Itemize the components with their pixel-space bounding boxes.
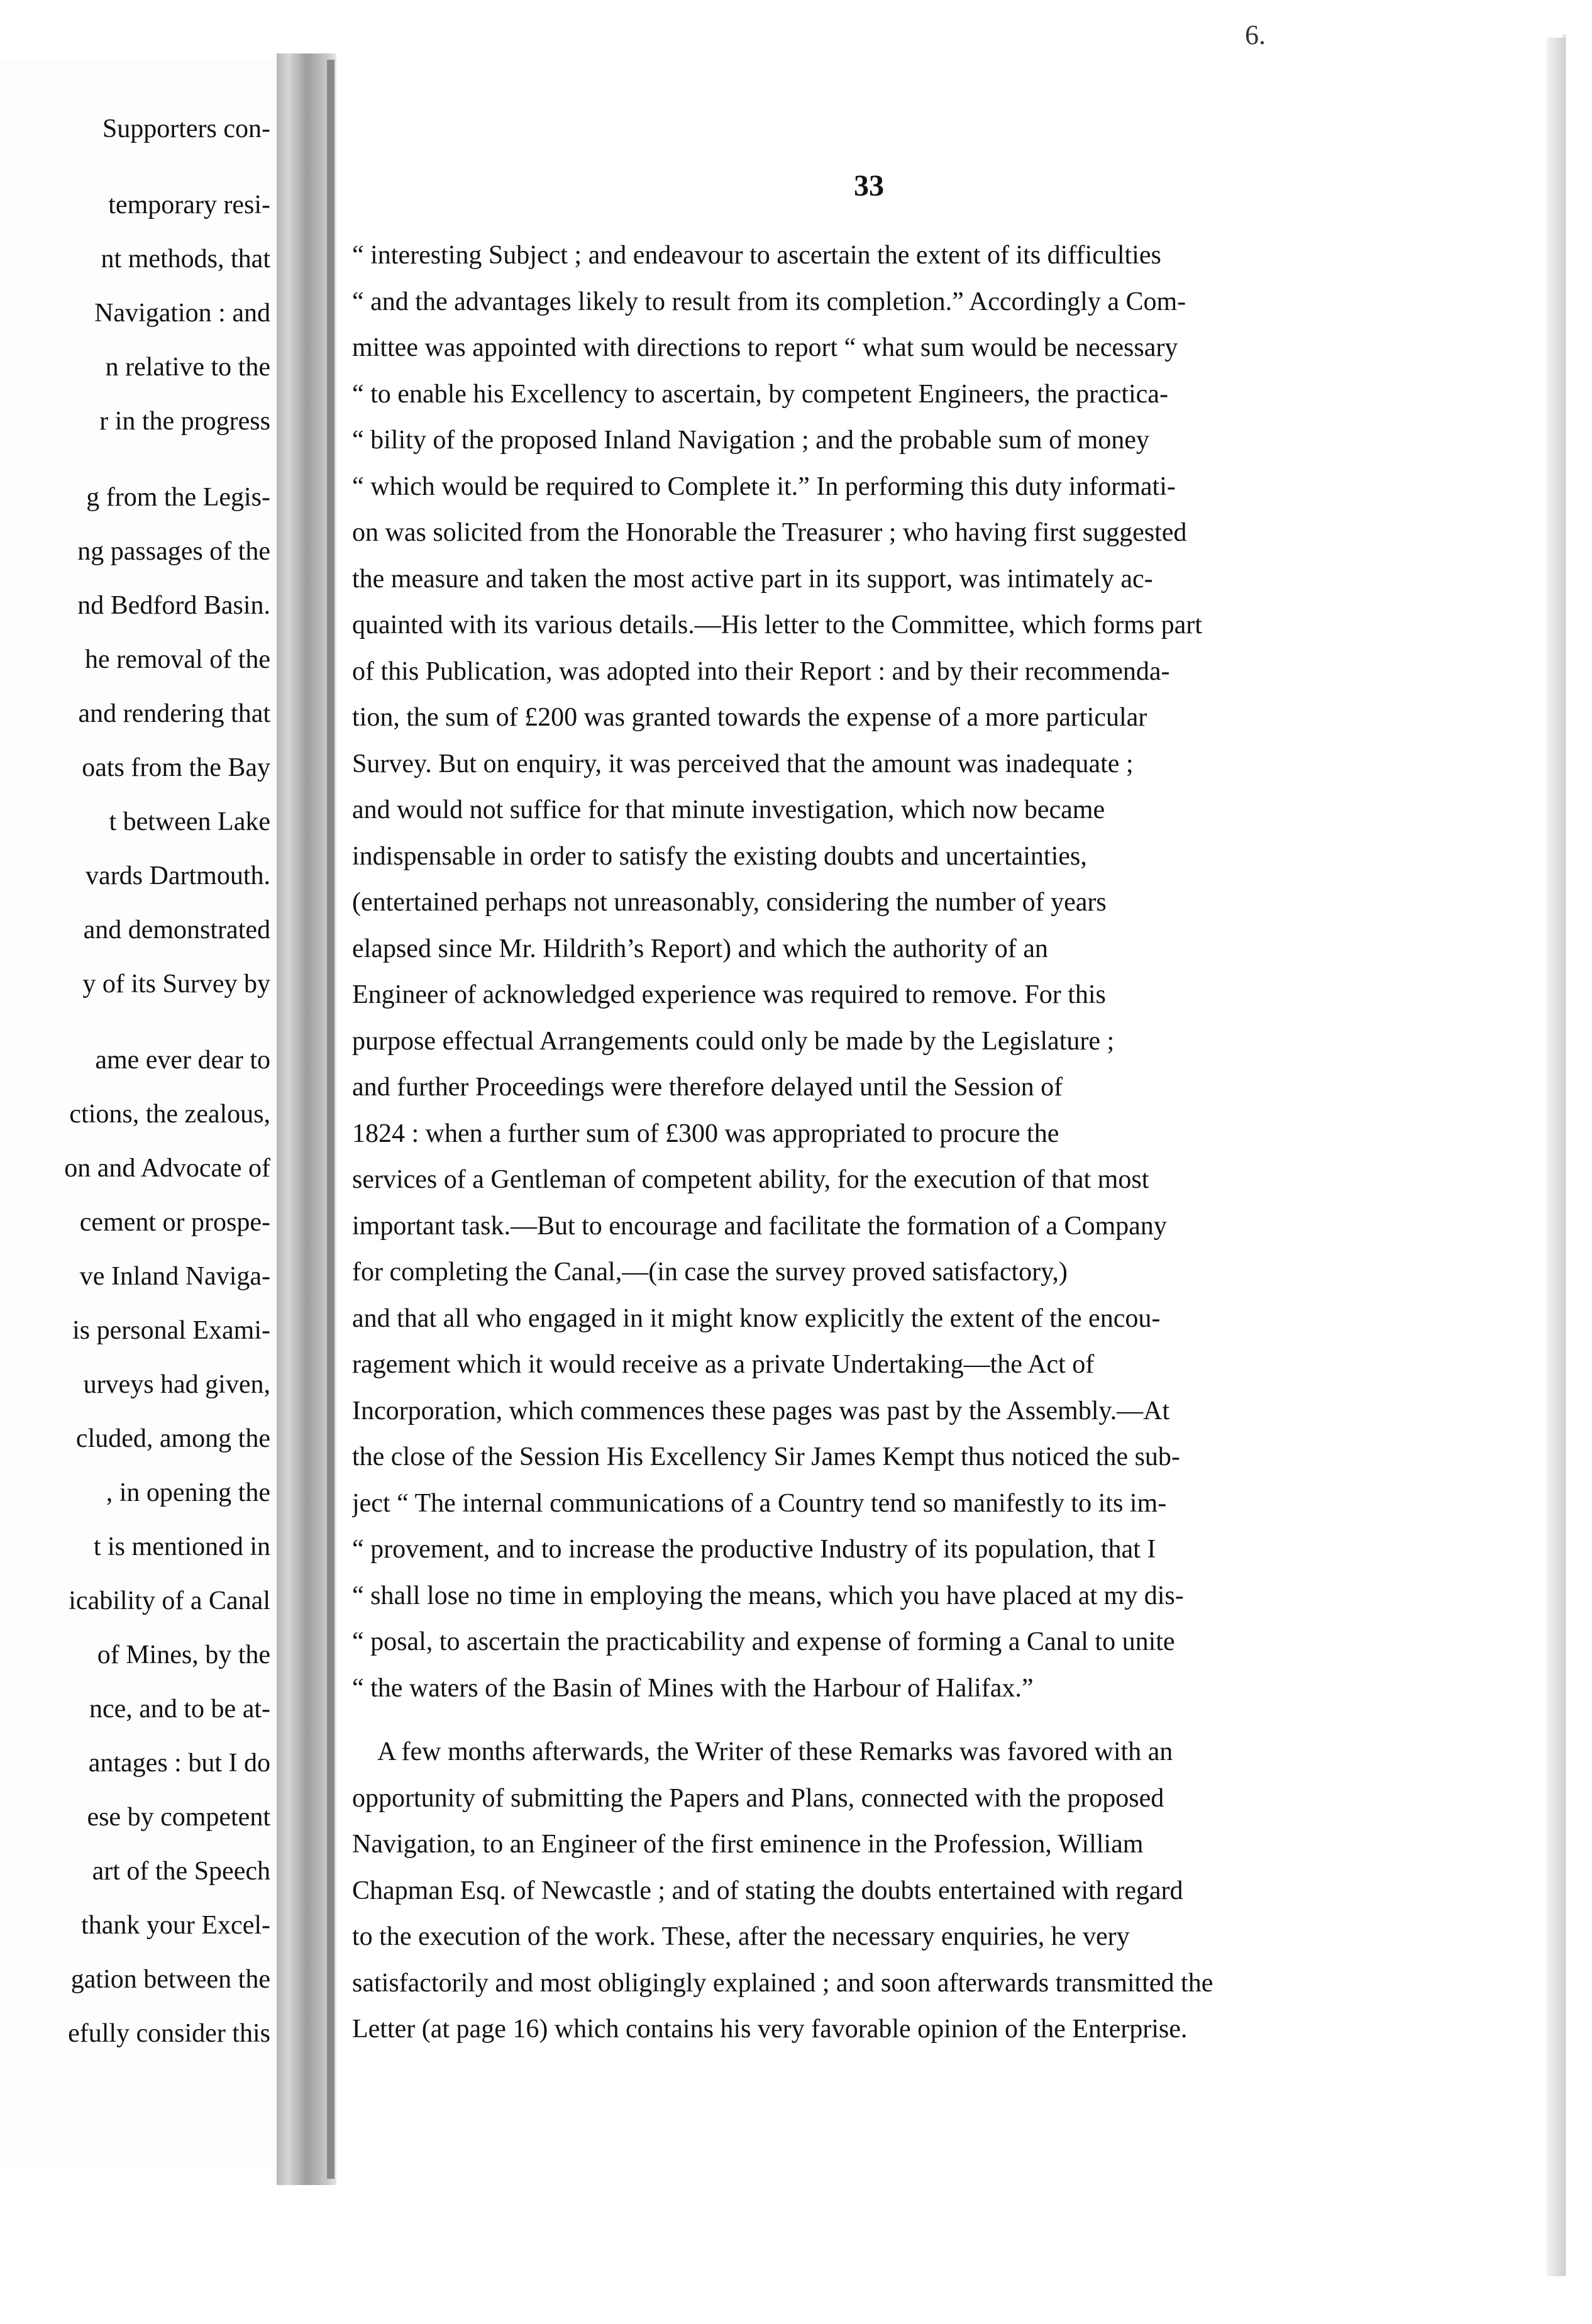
left-page-line: antages : but I do [88,1749,270,1778]
text-line: for completing the Canal,—(in case the survey proved satisfactory,) [352,1258,1068,1286]
text-line: the measure and taken the most active part in its support, was intimately ac- [352,564,1153,594]
text-line: quainted with its various details.—His letter to the Committee, which forms part [352,611,1202,639]
text-line: “ provement, and to increase the productive Industry of its population, that I [352,1535,1156,1564]
left-page-line: urveys had given, [83,1370,270,1399]
text-line: mittee was appointed with directions to report “ what sum would be necessary [352,333,1178,362]
text-line: the close of the Session His Excellency Sir James Kempt thus noticed the sub- [352,1442,1180,1471]
text-line: important task.—But to encourage and facilitate the formation of a Company [352,1211,1167,1241]
text-line: “ bility of the proposed Inland Navigation ; and the probable sum of money [352,426,1149,455]
left-page-line: nd Bedford Basin. [77,591,270,620]
left-page-line: n relative to the [105,353,270,382]
corner-mark: 6. [1245,19,1266,50]
left-page-line: and rendering that [78,699,270,728]
left-page-line: ng passages of the [77,537,270,566]
text-line: and would not suffice for that minute investigation, which now became [352,795,1105,824]
left-page-line: y of its Survey by [82,970,270,999]
text-line: elapsed since Mr. Hildrith’s Report) and which the authority of an [352,934,1048,963]
left-page-line: cement or prospe- [79,1208,270,1237]
left-page-line: ve Inland Naviga- [79,1262,270,1291]
text-line: “ posal, to ascertain the practicability and expense of forming a Canal to unite [352,1627,1175,1656]
text-line: “ to enable his Excellency to ascertain, by competent Engineers, the practica- [352,379,1168,409]
left-page-line: ctions, the zealous, [69,1100,270,1129]
text-line: opportunity of submitting the Papers and Plans, connected with the proposed [352,1783,1164,1813]
left-page-line: nce, and to be at- [89,1695,270,1724]
left-page-line: r in the progress [99,407,270,436]
text-line: “ the waters of the Basin of Mines with the Harbour of Halifax.” [352,1673,1034,1703]
text-line: Incorporation, which commences these pages was past by the Assembly.—At [352,1396,1170,1425]
main-text-column [352,233,1408,2053]
left-page-line: , in opening the [106,1478,270,1507]
text-line: Navigation, to an Engineer of the first eminence in the Profession, William [352,1830,1144,1859]
left-page-line: thank your Excel- [81,1911,270,1940]
text-line: Engineer of acknowledged experience was required to remove. For this [352,980,1106,1009]
left-page-line: nt methods, that [101,245,270,274]
left-page-line: of Mines, by the [97,1641,270,1669]
text-line: satisfactorily and most obligingly explained ; and soon afterwards transmitted the [352,1968,1213,1998]
left-page-line: t between Lake [109,807,270,836]
text-line: (entertained perhaps not unreasonably, considering the number of years [352,888,1107,917]
left-page-line: g from the Legis- [86,483,270,512]
left-page-line: efully consider this [68,2019,270,2048]
text-line: services of a Gentleman of competent ability, for the execution of that most [352,1165,1149,1194]
text-line: “ interesting Subject ; and endeavour to ascertain the extent of its difficulties [352,241,1161,270]
left-page-line: gation between the [70,1965,270,1994]
page-number: 33 [854,169,884,202]
text-line: to the execution of the work. These, after the necessary enquiries, he very [352,1922,1130,1951]
left-page-line: Navigation : and [94,299,270,328]
text-line: Survey. But on enquiry, it was perceived that the amount was inadequate ; [352,749,1134,778]
page-edge [1547,38,1566,2276]
text-line: A few months afterwards, the Writer of these Remarks was favored with an [377,1737,1173,1766]
left-page-line: on and Advocate of [64,1154,270,1183]
text-line: Letter (at page 16) which contains his very favorable opinion of the Enterprise. [352,2015,1188,2044]
left-page-line: vards Dartmouth. [86,861,270,890]
left-page-line: Supporters con- [102,114,270,143]
text-line: ject “ The internal communications of a Country tend so manifestly to its im- [352,1488,1167,1518]
left-page-line: t is mentioned in [93,1532,270,1561]
left-page-line: oats from the Bay [82,753,270,782]
text-line: “ which would be required to Complete it.” In performing this duty informati- [352,472,1176,501]
text-line: on was solicited from the Honorable the Treasurer ; who having first suggested [352,518,1187,547]
text-line: 1824 : when a further sum of £300 was appropriated to procure the [352,1119,1059,1148]
text-line: and that all who engaged in it might know explicitly the extent of the encou- [352,1303,1161,1333]
text-line: indispensable in order to satisfy the existing doubts and uncertainties, [352,841,1087,871]
text-line: Chapman Esq. of Newcastle ; and of stating the doubts entertained with regard [352,1876,1183,1905]
left-page-line: is personal Exami- [72,1316,270,1345]
left-page-line: temporary resi- [108,191,270,219]
left-page-line: ame ever dear to [95,1046,270,1075]
left-page-line: art of the Speech [92,1857,270,1886]
left-page-line: he removal of the [84,645,270,674]
left-page-line: cluded, among the [75,1424,270,1453]
text-line: “ shall lose no time in employing the means, which you have placed at my dis- [352,1581,1184,1610]
text-line: ragement which it would receive as a private Undertaking—the Act of [352,1350,1095,1379]
left-page-line: and demonstrated [83,916,270,944]
gutter-shadow [327,60,334,2179]
text-line: purpose effectual Arrangements could only be made by the Legislature ; [352,1026,1115,1056]
text-line: of this Publication, was adopted into their Report : and by their recommenda- [352,656,1170,686]
text-line: and further Proceedings were therefore delayed until the Session of [352,1073,1063,1102]
text-line: tion, the sum of £200 was granted towards the expense of a more particular [352,703,1147,732]
left-page-line: ese by competent [87,1803,270,1832]
left-page-fragment [0,60,277,2166]
text-line: “ and the advantages likely to result from its completion.” Accordingly a Com- [352,287,1186,316]
left-page-line: icability of a Canal [69,1586,270,1615]
